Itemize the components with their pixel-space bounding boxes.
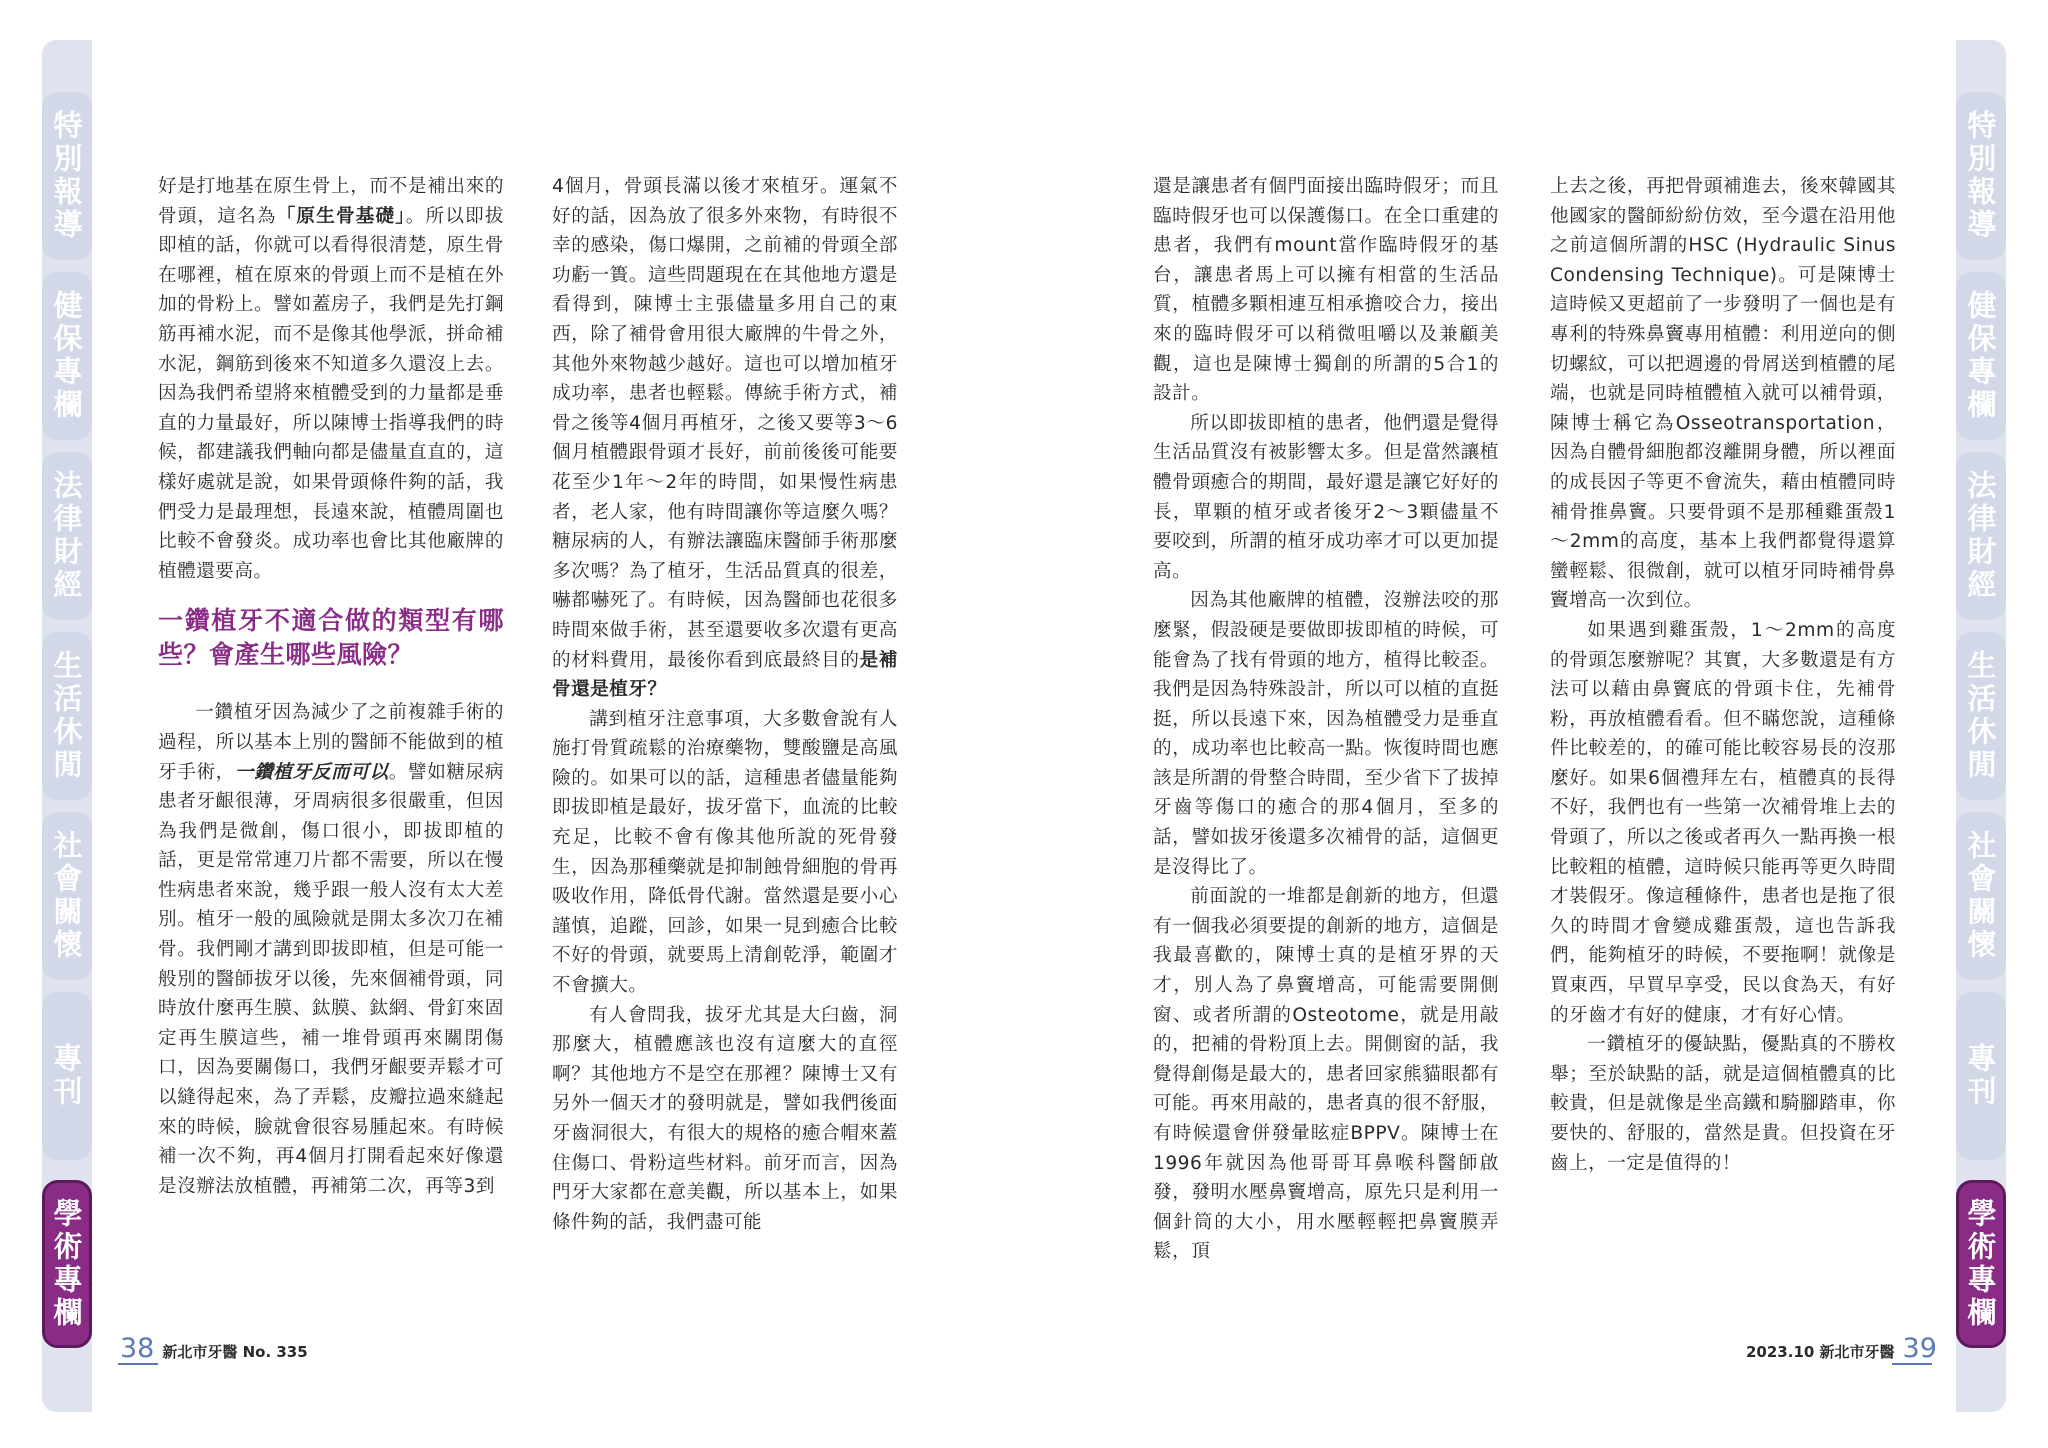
col3-paragraph-4: 前面說的一堆都是創新的地方，但還有一個我必須要提的創新的地方，這個是我最喜歡的，陳博士真的是植牙界的天才，別人為了鼻竇增高，可能需要開側窗、或者所謂的Osteotome，就是用敲的，把補的骨粉頂上去。開側窗的話，我覺得創傷是最大的，患者回家熊貓眼都有可能。再來用敲的，患者真的很不舒服，有時候還會併發暈眩症BPPV。陳博士在1996年就因為他哥哥耳鼻喉科醫師啟發，發明水壓鼻竇增高，原先只是利用一個針筒的大小，用水壓輕輕把鼻竇膜弄鬆，頂 [1153,886,1499,1263]
tab-health-insurance-right[interactable]: 健保專欄 [1956,272,2006,440]
magazine-title-right: 2023.10 新北市牙醫 [1746,1343,1895,1361]
tab-law-finance-right[interactable]: 法律財經 [1956,452,2006,620]
footer-right [1746,1333,1937,1364]
page-number-left: 38 [120,1333,155,1364]
tab-lifestyle-right[interactable]: 生活休閒 [1956,632,2006,800]
tab-special-issue-right[interactable]: 專刊 [1956,992,2006,1160]
left-section-tabs [42,40,92,1412]
col2-paragraph-3: 有人會問我，拔牙尤其是大臼齒，洞那麼大，植體應該也沒有這麼大的直徑啊？其他地方不是空在那裡？陳博士又有另外一個天才的發明就是，譬如我們後面牙齒洞很大，有很大的規格的癒合帽來蓋住傷口、骨粉這些材料。前牙而言，因為門牙大家都在意美觀，所以基本上，如果條件夠的話，我們盡可能 [552,1004,898,1233]
tab-special-report-left[interactable]: 特別報導 [42,92,92,260]
col4-paragraph-2: 如果遇到雞蛋殼，1～2mm的高度的骨頭怎麼辦呢？其實，大多數還是有方法可以藉由鼻竇底的骨頭卡住，先補骨粉，再放植體看看。但不瞞您說，這種條件比較差的，的確可能比較容易長的沒那麼好。如果6個禮拜左右，植體真的長得不好，我們也有一些第一次補骨堆上去的骨頭了，所以之後或者再久一點再換一根比較粗的植體，這時候只能再等更久時間才裝假牙。像這種條件，患者也是拖了很久的時間才會變成雞蛋殼，這也告訴我們，能夠植牙的時候，不要拖啊！就像是買東西，早買早享受，民以食為天，有好的牙齒才有好的健康，才有好心情。 [1550,619,1896,1026]
col4-paragraph-1: 上去之後，再把骨頭補進去，後來韓國其他國家的醫師紛紛仿效，至今還在沿用他之前這個所謂的HSC (Hydraulic Sinus Condensing Technique)。可是陳博士這時候又更超前了一步發明了一個也是有專利的特殊鼻竇專用植體：利用逆向的側切螺紋，可以把週邊的骨屑送到植體的尾端，也就是同時植體植入就可以補骨頭，陳博士稱它為Osseotransportation，因為自體骨細胞都沒離開身體，所以裡面的成長因子等更不會流失，藉由植體同時補骨推鼻竇。只要骨頭不是那種雞蛋殼1～2mm的高度，基本上我們都覺得還算蠻輕鬆、很微創，就可以植牙同時補骨鼻竇增高一次到位。 [1550,176,1896,612]
col2-paragraph-2: 講到植牙注意事項，大多數會說有人施打骨質疏鬆的治療藥物，雙酸鹽是高風險的。如果可以的話，這種患者儘量能夠即拔即植是最好，拔牙當下，血流的比較充足，比較不會有像其他所說的死骨發生，因為那種藥就是抑制蝕骨細胞的骨再吸收作用，降低骨代謝。當然還是要小心謹慎，追蹤，回診，如果一見到癒合比較不好的骨頭，就要馬上清創乾淨，範圍才不會擴大。 [552,708,898,997]
magazine-title-left: 新北市牙醫 No. 335 [162,1343,308,1361]
tab-social-care-right[interactable]: 社會關懷 [1956,812,2006,980]
article-column-1 [158,172,504,1201]
col1-paragraph-2: 一鑽植牙因為減少了之前複雜手術的過程，所以基本上別的醫師不能做到的植牙手術，一鑽植牙反而可以。譬如糖尿病患者牙齦很薄，牙周病很多很嚴重，但因為我們是微創，傷口很小，即拔即植的話，更是常常連刀片都不需要，所以在慢性病患者來說，幾乎跟一般人沒有太大差別。植牙一般的風險就是開太多次刀在補骨。我們剛才講到即拔即植，但是可能一般別的醫師拔牙以後，先來個補骨頭，同時放什麼再生膜、鈦膜、鈦網、骨釘來固定再生膜這些，補一堆骨頭再來關閉傷口，因為要關傷口，我們牙齦要弄鬆才可以縫得起來，為了弄鬆，皮瓣拉過來縫起來的時候，臉就會很容易腫起來。有時候補一次不夠，再4個月打開看起來好像還是沒辦法放植體，再補第二次，再等3到 [158,702,504,1197]
col3-paragraph-3: 因為其他廠牌的植體，沒辦法咬的那麼緊，假設硬是要做即拔即植的時候，可能會為了找有骨頭的地方，植得比較歪。我們是因為特殊設計，所以可以植的直挺挺，所以長遠下來，因為植體受力是垂直的，成功率也比較高一點。恢復時間也應該是所謂的骨整合時間，至少省下了拔掉牙齒等傷口的癒合的那4個月，至多的話，譬如拔牙後還多次補骨的話，這個更是沒得比了。 [1153,590,1499,878]
page-number-right: 39 [1902,1333,1937,1364]
col2-paragraph-1: 4個月，骨頭長滿以後才來植牙。運氣不好的話，因為放了很多外來物，有時很不幸的感染，傷口爆開，之前補的骨頭全部功虧一簣。這些問題現在在其他地方還是看得到，陳博士主張儘量多用自己的東西，除了補骨會用很大廠牌的牛骨之外，其他外來物越少越好。這也可以增加植牙成功率，患者也輕鬆。傳統手術方式，補骨之後等4個月再植牙，之後又要等3～6個月植體跟骨頭才長好，前前後後可能要花至少1年～2年的時間，如果慢性病患者，老人家，他有時間讓你等這麼久嗎？糖尿病的人，有辦法讓臨床醫師手術那麼多次嗎？為了植牙，生活品質真的很差，嚇都嚇死了。有時候，因為醫師也花很多時間來做手術，甚至還要收多次還有更高的材料費用，最後你看到底最終目的是補骨還是植牙？ [552,176,898,701]
tab-special-issue-left[interactable]: 專刊 [42,992,92,1160]
footer-left [120,1333,308,1364]
article-column-4 [1550,172,1896,1178]
section-heading: 一鑽植牙不適合做的類型有哪些？會產生哪些風險？ [158,606,504,670]
col1-paragraph-1: 好是打地基在原生骨上，而不是補出來的骨頭，這名為「原生骨基礎」。所以即拔即植的話，你就可以看得很清楚，原生骨在哪裡，植在原來的骨頭上而不是植在外加的骨粉上。譬如蓋房子，我們是先打鋼筋再補水泥，而不是像其他學派，拼命補水泥，鋼筋到後來不知道多久還沒上去。因為我們希望將來植體受到的力量都是垂直的力量最好，所以陳博士指導我們的時候，都建議我們軸向都是儘量直直的，這樣好處就是說，如果骨頭條件夠的話，我們受力是最理想，長遠來說，植體周圍也比較不會發炎。成功率也會比其他廠牌的植體還要高。 [158,176,504,582]
tab-special-report-right[interactable]: 特別報導 [1956,92,2006,260]
article-column-2 [552,172,898,1237]
tab-health-insurance-left[interactable]: 健保專欄 [42,272,92,440]
article-column-3 [1153,172,1499,1267]
tab-social-care-left[interactable]: 社會關懷 [42,812,92,980]
col3-paragraph-2: 所以即拔即植的患者，他們還是覺得生活品質沒有被影響太多。但是當然讓植體骨頭癒合的期間，最好還是讓它好好的長，單顆的植牙或者後牙2～3顆儘量不要咬到，所謂的植牙成功率才可以更加提高。 [1153,412,1499,582]
tab-academic-right[interactable]: 學術專欄 [1956,1180,2006,1348]
tab-lifestyle-left[interactable]: 生活休閒 [42,632,92,800]
col4-paragraph-3: 一鑽植牙的優缺點，優點真的不勝枚舉；至於缺點的話，就是這個植體真的比較貴，但是就像是坐高鐵和騎腳踏車，你要快的、舒服的，當然是貴。但投資在牙齒上，一定是值得的！ [1550,1034,1896,1174]
tab-academic-left[interactable]: 學術專欄 [42,1180,92,1348]
tab-law-finance-left[interactable]: 法律財經 [42,452,92,620]
col3-paragraph-1: 還是讓患者有個門面接出臨時假牙；而且臨時假牙也可以保護傷口。在全口重建的患者，我們有mount當作臨時假牙的基台，讓患者馬上可以擁有相當的生活品質，植體多顆相連互相承擔咬合力，接出來的臨時假牙可以稍微咀嚼以及兼顧美觀，這也是陳博士獨創的所謂的5合1的設計。 [1153,176,1499,405]
right-section-tabs [1956,40,2006,1412]
